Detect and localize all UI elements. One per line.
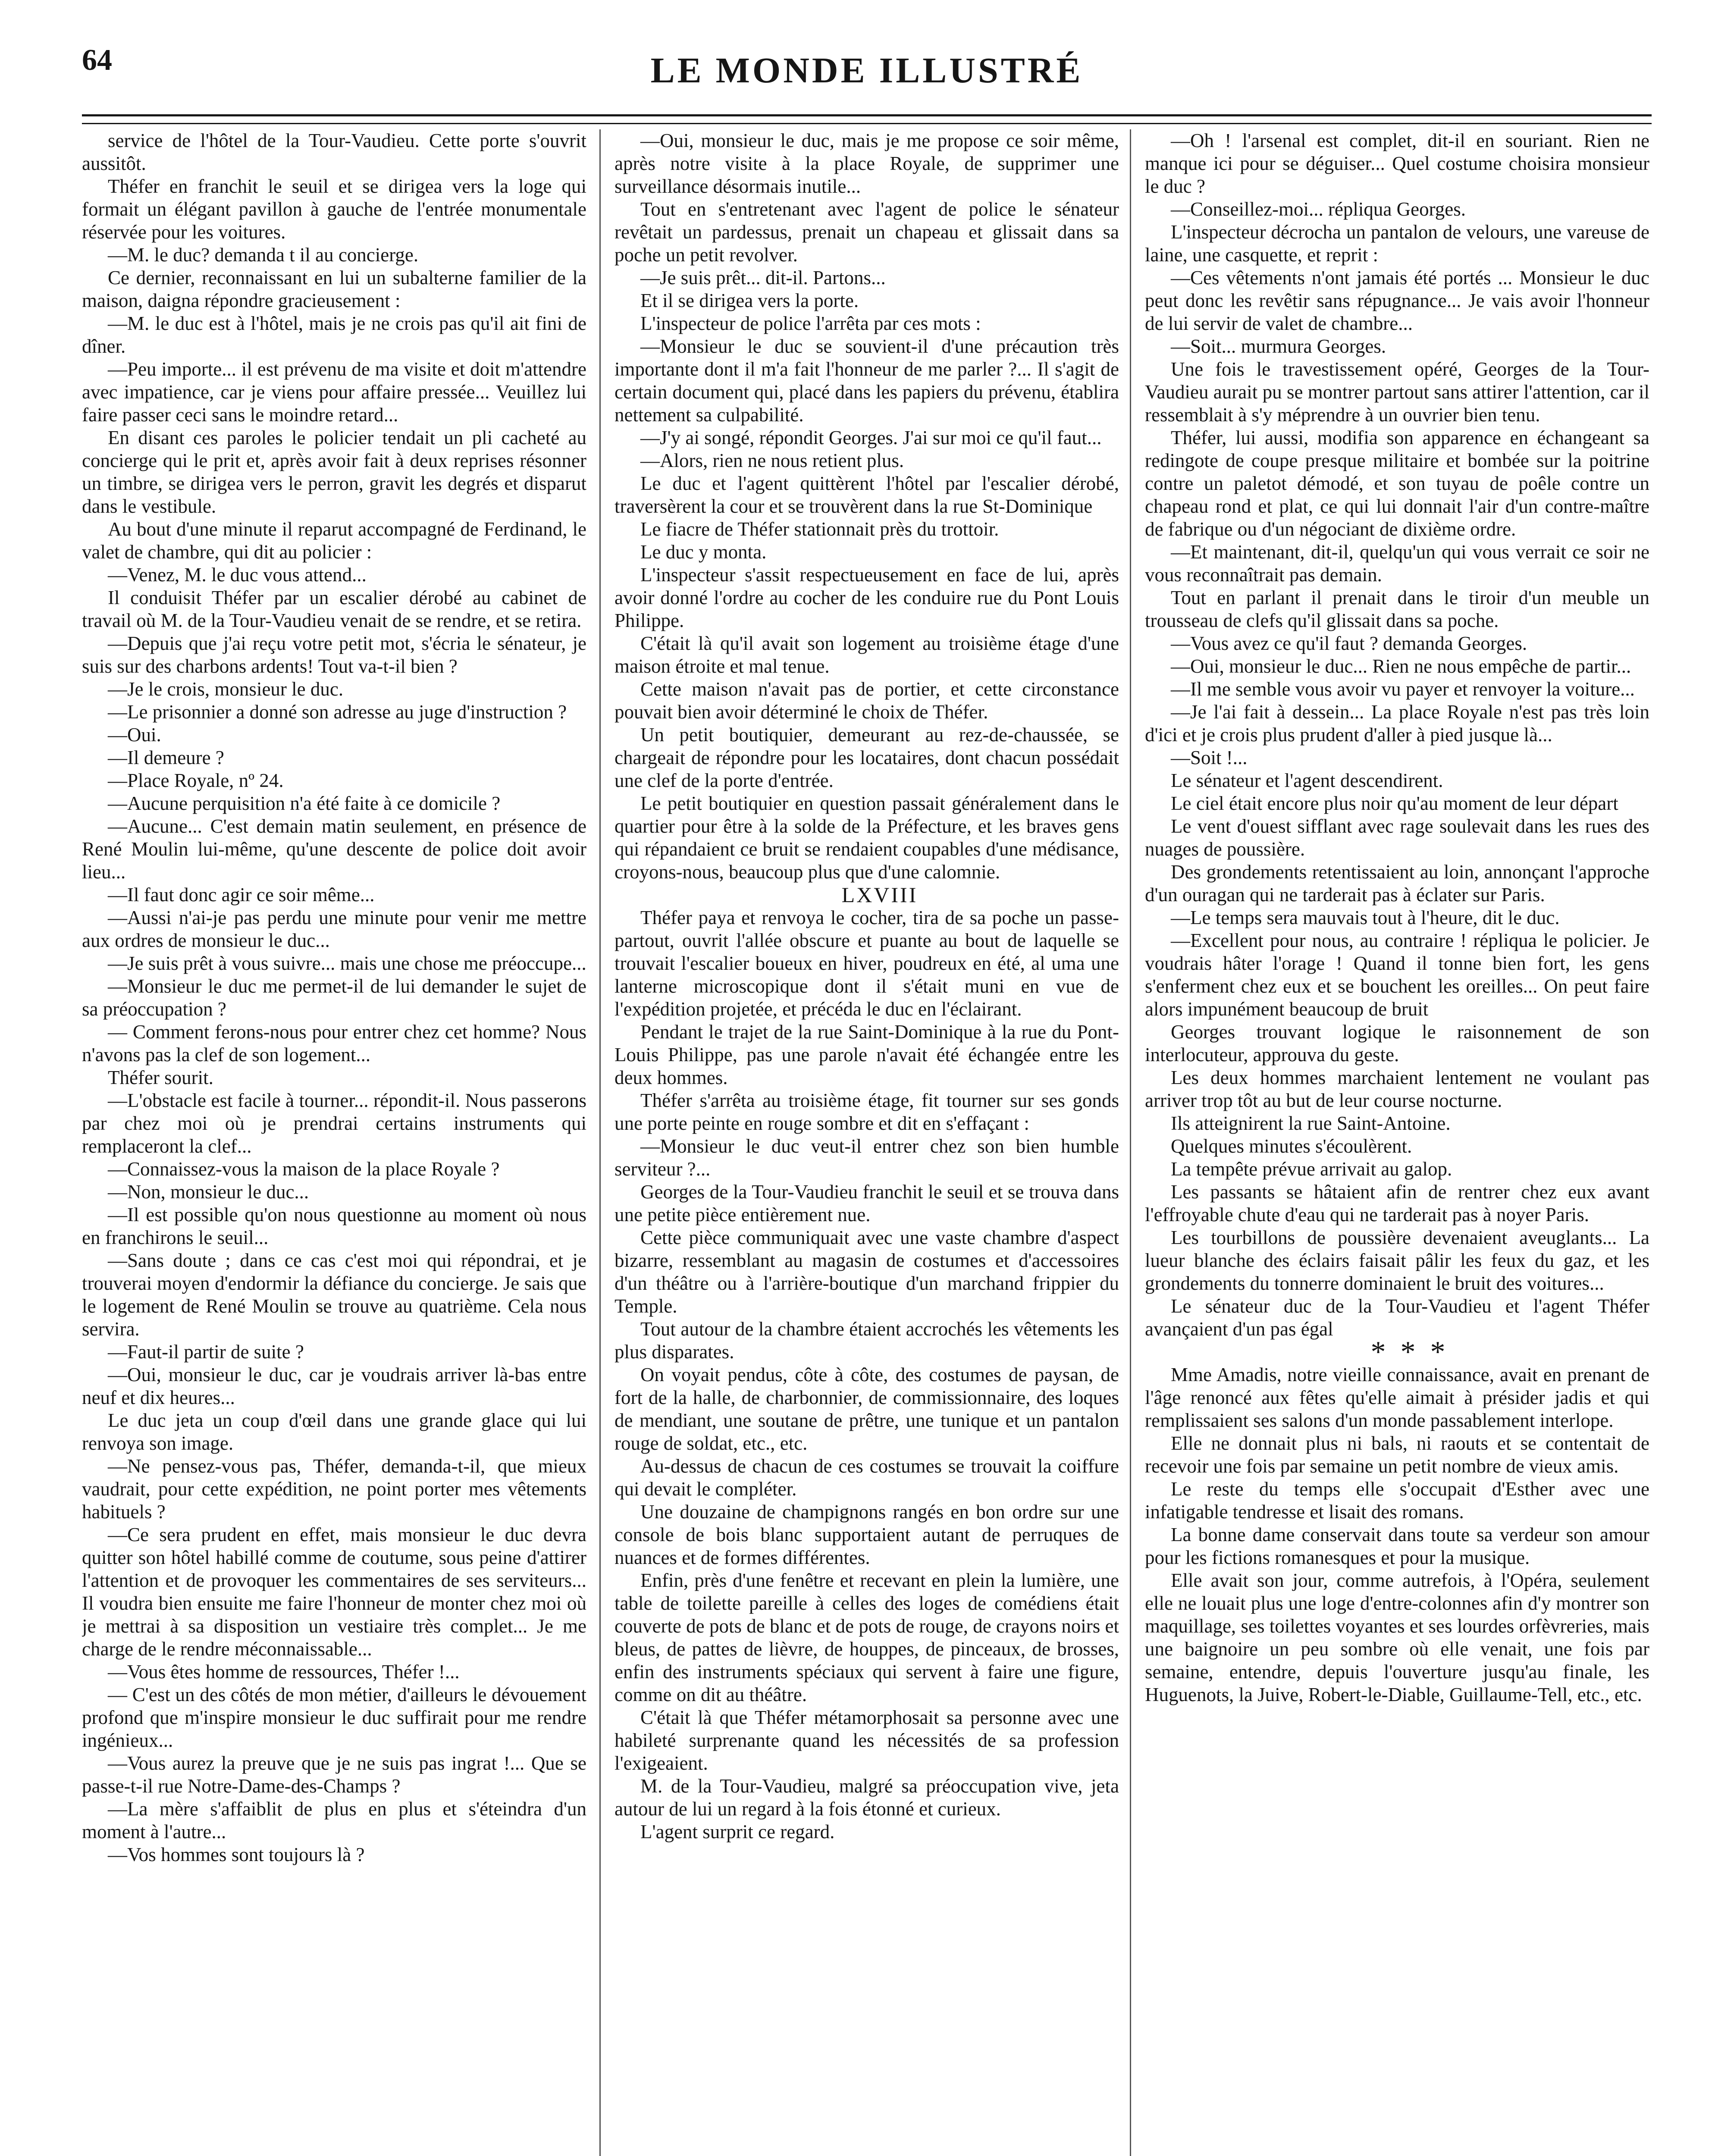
paragraph: La bonne dame conservait dans toute sa verdeur son amour pour les fictions romanesques et pour la musique. (1145, 1524, 1649, 1568)
paragraph: —Depuis que j'ai reçu votre petit mot, s'écria le sénateur, je suis sur des charbons ardents! Tout va-t-il bien ? (82, 633, 586, 677)
paragraph: Au bout d'une minute il reparut accompagné de Ferdinand, le valet de chambre, qui dit au policier : (82, 518, 586, 563)
paragraph: Une fois le travestissement opéré, Georges de la Tour-Vaudieu aurait pu se montrer partout sans attirer l'attention, car il ressemblait à s'y méprendre à un ouvrier bien tenu. (1145, 358, 1649, 426)
paragraph: L'inspecteur s'assit respectueusement en face de lui, après avoir donné l'ordre au cocher de les conduire rue du Pont Louis Philippe. (615, 564, 1119, 631)
paragraph: —L'obstacle est facile à tourner... répondit-il. Nous passerons par chez moi où je prendrai certains instruments qui remplaceront la clef... (82, 1090, 586, 1157)
paragraph: —Faut-il partir de suite ? (108, 1341, 304, 1363)
paragraph: —Non, monsieur le duc... (108, 1181, 309, 1203)
paragraph: Théfer en franchit le seuil et se dirigea vers la loge qui formait un élégant pavillon à gauche de l'entrée monumentale réservée pour les voitures. (82, 175, 586, 243)
paragraph: —Connaissez-vous la maison de la place Royale ? (108, 1158, 500, 1180)
paragraph: C'était là qu'il avait son logement au troisième étage d'une maison étroite et mal tenue. (615, 633, 1119, 677)
text-column-3 (1145, 129, 1649, 2156)
paragraph: Quelques minutes s'écoulèrent. (1171, 1135, 1412, 1157)
paragraph: Les deux hommes marchaient lentement ne voulant pas arriver trop tôt au but de leur course nocturne. (1145, 1067, 1649, 1111)
paragraph: —Soit !... (1171, 747, 1248, 768)
column-divider (1130, 129, 1131, 2156)
paragraph: Elle avait son jour, comme autrefois, à l'Opéra, seulement elle ne louait plus une loge d'entre-colonnes afin d'y montrer son maquillage, ses toilettes voyantes et ses lourdes orfèvreries, mais une baignoire un peu sombre où elle venait, une fois par semaine, entendre, depuis l'ouverture jusqu'au finale, les Huguenots, la Juive, Robert-le-Diable, Guillaume-Tell, etc., etc. (1145, 1570, 1649, 1705)
paragraph: M. de la Tour-Vaudieu, malgré sa préoccupation vive, jeta autour de lui un regard à la fois étonné et curieux. (615, 1775, 1119, 1820)
paragraph: Le duc y monta. (640, 541, 767, 563)
paragraph: Enfin, près d'une fenêtre et recevant en plein la lumière, une table de toilette pareille à celles des loges de comédiens était couverte de pots de blanc et de pots de rouge, de crayons noirs et bleus, de pattes de lièvre, de houppes, de pinceaux, de brosses, enfin des instruments spéciaux qui servent à faire une figure, comme on dit au théâtre. (615, 1570, 1119, 1705)
paragraph: service de l'hôtel de la Tour-Vaudieu. Cette porte s'ouvrit aussitôt. (82, 130, 586, 174)
paragraph: —Vos hommes sont toujours là ? (108, 1844, 365, 1865)
paragraph: Cette pièce communiquait avec une vaste chambre d'aspect bizarre, ressemblant au magasin de costumes et d'accessoires d'un théâtre ou à l'arrière-boutique d'un marchand frippier du Temple. (615, 1227, 1119, 1317)
paragraph: —Le temps sera mauvais tout à l'heure, dit le duc. (1171, 907, 1560, 928)
paragraph: —Je suis prêt... dit-il. Partons... (640, 267, 886, 288)
paragraph: Georges trouvant logique le raisonnement de son interlocuteur, approuva du geste. (1145, 1021, 1649, 1065)
header-rule-thin (82, 123, 1652, 124)
paragraph: Elle ne donnait plus ni bals, ni raouts et se contentait de recevoir une fois par semaine un petit nombre de vieux amis. (1145, 1432, 1649, 1477)
paragraph: —Ces vêtements n'ont jamais été portés ... Monsieur le duc peut donc les revêtir sans répugnance... Je vais avoir l'honneur de lui servir de valet de chambre... (1145, 267, 1649, 334)
paragraph: Tout en s'entretenant avec l'agent de police le sénateur revêtait un pardessus, prenait un chapeau et glissait dans sa poche un petit revolver. (615, 198, 1119, 266)
paragraph: —Aucune perquisition n'a été faite à ce domicile ? (108, 793, 501, 814)
paragraph: Mme Amadis, notre vieille connaissance, avait en prenant de l'âge renoncé aux fêtes qu'elle aimait à présider jadis et qui remplissaient ses salons d'un monde passablement interlope. (1145, 1364, 1649, 1431)
paragraph: Des grondements retentissaient au loin, annonçant l'approche d'un ouragan qui ne tarderait pas à éclater sur Paris. (1145, 861, 1649, 906)
paragraph: —Il demeure ? (108, 747, 224, 768)
paragraph: Le reste du temps elle s'occupait d'Esther avec une infatigable tendresse et lisait des romans. (1145, 1478, 1649, 1523)
paragraph: Théfer paya et renvoya le cocher, tira de sa poche un passe-partout, ouvrit l'allée obscure et puante au bout de laquelle se trouvait l'escalier boueux en hiver, poudreux en été, al uma une lanterne microscopique dont il s'était muni en vue de l'expédition projetée, et précéda le duc en l'éclairant. (615, 907, 1119, 1020)
paragraph: — C'est un des côtés de mon métier, d'ailleurs le dévouement profond que m'inspire monsieur le duc suffirait pour me rendre ingénieux... (82, 1684, 586, 1751)
paragraph: C'était là que Théfer métamorphosait sa personne avec une habileté surprenante quand les nécessités de sa profession l'exigeaient. (615, 1707, 1119, 1774)
paragraph: —Conseillez-moi... répliqua Georges. (1171, 198, 1466, 220)
paragraph: Pendant le trajet de la rue Saint-Dominique à la rue du Pont-Louis Philippe, pas une parole n'avait été échangée entre les deux hommes. (615, 1021, 1119, 1088)
paragraph: Théfer, lui aussi, modifia son apparence en échangeant sa redingote de coupe presque militaire et bombée sur la poitrine contre un paletot démodé, et son tuyau de poêle contre un chapeau rond et plat, ce qui lui donnait l'air d'un contre-maître de fabrique ou d'un négociant de dixième ordre. (1145, 427, 1649, 540)
paragraph: L'inspecteur de police l'arrêta par ces mots : (640, 313, 981, 334)
section-separator: * * * (1370, 1335, 1450, 1369)
paragraph: —Ne pensez-vous pas, Théfer, demanda-t-il, que mieux vaudrait, pour cette expédition, ne point porter mes vêtements habituels ? (82, 1455, 586, 1523)
paragraph: Et il se dirigea vers la porte. (640, 290, 859, 311)
header-rule (82, 114, 1652, 116)
paragraph: L'inspecteur décrocha un pantalon de velours, une vareuse de laine, une casquette, et reprit : (1145, 221, 1649, 266)
paragraph: Les tourbillons de poussière devenaient aveuglants... La lueur blanche des éclairs faisait pâlir les feux du gaz, et les grondements du tonnerre dominaient le bruit des voitures... (1145, 1227, 1649, 1294)
paragraph: —J'y ai songé, répondit Georges. J'ai sur moi ce qu'il faut... (640, 427, 1102, 448)
paragraph: —Vous êtes homme de ressources, Théfer !... (108, 1661, 460, 1683)
paragraph: Le petit boutiquier en question passait généralement dans le quartier pour être à la solde de la Préfecture, et les braves gens qui répandaient ce bruit se rendaient coupables d'une médisance, croyons-nous, beaucoup plus que d'une calomnie. (615, 793, 1119, 883)
paragraph: —Monsieur le duc se souvient-il d'une précaution très importante dont il m'a fait l'honneur de me parler ?... Il s'agit de certain document qui, placé dans les papiers du prévenu, établira nettement sa culpabilité. (615, 335, 1119, 426)
paragraph: —M. le duc est à l'hôtel, mais je ne crois pas qu'il ait fini de dîner. (82, 313, 586, 357)
text-column-2 (615, 129, 1119, 2156)
paragraph: —Le prisonnier a donné son adresse au juge d'instruction ? (108, 701, 567, 723)
paragraph: —Alors, rien ne nous retient plus. (640, 450, 904, 471)
paragraph: —Aussi n'ai-je pas perdu une minute pour venir me mettre aux ordres de monsieur le duc... (82, 907, 586, 951)
paragraph: Un petit boutiquier, demeurant au rez-de-chaussée, se chargeait de répondre pour les locataires, dont chacun possédait une clef de la porte d'entrée. (615, 724, 1119, 791)
paragraph: Une douzaine de champignons rangés en bon ordre sur une console de bois blanc supportaient autant de perruques de nuances et de formes différentes. (615, 1501, 1119, 1568)
paragraph: —Oui. (108, 724, 161, 746)
paragraph: —Peu importe... il est prévenu de ma visite et doit m'attendre avec impatience, car je viens pour affaire pressée... Veuillez lui faire passer ceci sans le moindre retard... (82, 358, 586, 426)
paragraph: —Ce sera prudent en effet, mais monsieur le duc devra quitter son hôtel habillé comme de coutume, sous peine d'attirer l'attention et de provoquer les commentaires de ses serviteurs... Il voudra bien ensuite me faire l'honneur de monter chez moi où je mettrai à sa disposition un vestiaire très complet... Je me charge de le rendre méconnaissable... (82, 1524, 586, 1660)
paragraph: —Oui, monsieur le duc, car je voudrais arriver là-bas entre neuf et dix heures... (82, 1364, 586, 1408)
paragraph: Cette maison n'avait pas de portier, et cette circonstance pouvait bien avoir déterminé le choix de Théfer. (615, 678, 1119, 723)
paragraph: —Oui, monsieur le duc... Rien ne nous empêche de partir... (1171, 655, 1631, 677)
paragraph: —Il me semble vous avoir vu payer et renvoyer la voiture... (1171, 678, 1635, 700)
text-column-1 (82, 129, 586, 2156)
chapter-heading: LXVIII (841, 883, 918, 907)
paragraph: —Sans doute ; dans ce cas c'est moi qui répondrai, et je trouverai moyen d'endormir la défiance du concierge. Je sais que le logement de René Moulin se trouve au quatrième. Cela nous servira. (82, 1250, 586, 1340)
paragraph: —Oh ! l'arsenal est complet, dit-il en souriant. Rien ne manque ici pour se déguiser... Quel costume choisira monsieur le duc ? (1145, 130, 1649, 197)
paragraph: —Monsieur le duc me permet-il de lui demander le sujet de sa préoccupation ? (82, 975, 586, 1020)
paragraph: Les passants se hâtaient afin de rentrer chez eux avant l'effroyable chute d'eau qui ne tarderait pas à noyer Paris. (1145, 1181, 1649, 1225)
paragraph: —Et maintenant, dit-il, quelqu'un qui vous verrait ce soir ne vous reconnaîtrait pas demain. (1145, 541, 1649, 586)
paragraph: Le sénateur et l'agent descendirent. (1171, 770, 1443, 791)
paragraph: —Il est possible qu'on nous questionne au moment où nous en franchirons le seuil... (82, 1204, 586, 1248)
paragraph: —Soit... murmura Georges. (1171, 335, 1386, 357)
paragraph: Ils atteignirent la rue Saint-Antoine. (1171, 1112, 1451, 1134)
paragraph: Le fiacre de Théfer stationnait près du trottoir. (640, 518, 999, 540)
paragraph: —Vous aurez la preuve que je ne suis pas ingrat !... Que se passe-t-il rue Notre-Dame-des-Champs ? (82, 1752, 586, 1797)
paragraph: On voyait pendus, côte à côte, des costumes de paysan, de fort de la halle, de charbonnier, de commissionnaire, des loques de mendiant, une soutane de prêtre, une tunique et un pantalon rouge de soldat, etc., etc. (615, 1364, 1119, 1454)
page-header (82, 26, 1652, 112)
paragraph: —Il faut donc agir ce soir même... (108, 884, 375, 906)
paragraph: Tout en parlant il prenait dans le tiroir d'un meuble un trousseau de clefs qu'il glissait dans sa poche. (1145, 587, 1649, 631)
paragraph: —Excellent pour nous, au contraire ! répliqua le policier. Je voudrais hâter l'orage ! Quand il tonne bien fort, les gens s'enferment chez eux et se bouchent les oreilles... On peut faire alors impunément beaucoup de bruit (1145, 930, 1649, 1020)
paragraph: —M. le duc? demanda t il au concierge. (108, 244, 419, 266)
paragraph: —Vous avez ce qu'il faut ? demanda Georges. (1171, 633, 1527, 654)
paragraph: —La mère s'affaiblit de plus en plus et s'éteindra d'un moment à l'autre... (82, 1798, 586, 1843)
paragraph: —Aucune... C'est demain matin seulement, en présence de René Moulin lui-même, qu'une descente de police doit avoir lieu... (82, 815, 586, 883)
paragraph: Il conduisit Théfer par un escalier dérobé au cabinet de travail où M. de la Tour-Vaudieu venait de se rendre, et se retira. (82, 587, 586, 631)
paragraph: Le duc et l'agent quittèrent l'hôtel par l'escalier dérobé, traversèrent la cour et se trouvèrent dans la rue St-Dominique (615, 473, 1119, 517)
paragraph: En disant ces paroles le policier tendait un pli cacheté au concierge qui le prit et, après avoir fait à deux reprises résonner un timbre, se dirigea vers le perron, gravit les degrés et disparut dans le vestibule. (82, 427, 586, 517)
paragraph: Théfer sourit. (108, 1067, 213, 1088)
paragraph: Le ciel était encore plus noir qu'au moment de leur départ (1171, 793, 1618, 814)
page-number: 64 (82, 44, 112, 77)
paragraph: —Je le crois, monsieur le duc. (108, 678, 344, 700)
paragraph: — Comment ferons-nous pour entrer chez cet homme? Nous n'avons pas la clef de son logement... (82, 1021, 586, 1065)
paragraph: Le duc jeta un coup d'œil dans une grande glace qui lui renvoya son image. (82, 1410, 586, 1454)
paragraph: Au-dessus de chacun de ces costumes se trouvait la coiffure qui devait le compléter. (615, 1455, 1119, 1500)
masthead-title: LE MONDE ILLUSTRÉ (650, 50, 1083, 91)
paragraph: Tout autour de la chambre étaient accrochés les vêtements les plus disparates. (615, 1318, 1119, 1363)
paragraph: —Je suis prêt à vous suivre... mais une chose me préoccupe... (108, 953, 586, 974)
paragraph: Georges de la Tour-Vaudieu franchit le seuil et se trouva dans une petite pièce entièrement nue. (615, 1181, 1119, 1225)
paragraph: —Oui, monsieur le duc, mais je me propose ce soir même, après notre visite à la place Royale, de supprimer une surveillance désormais inutile... (615, 130, 1119, 197)
paragraph: L'agent surprit ce regard. (640, 1821, 835, 1843)
paragraph: —Monsieur le duc veut-il entrer chez son bien humble serviteur ?... (615, 1135, 1119, 1180)
paragraph: Le sénateur duc de la Tour-Vaudieu et l'agent Théfer avançaient d'un pas égal (1145, 1295, 1649, 1340)
paragraph: Ce dernier, reconnaissant en lui un subalterne familier de la maison, daigna répondre gracieusement : (82, 267, 586, 311)
paragraph: Théfer s'arrêta au troisième étage, fit tourner sur ses gonds une porte peinte en rouge sombre et dit en s'effaçant : (615, 1090, 1119, 1134)
column-divider (599, 129, 601, 2156)
paragraph: La tempête prévue arrivait au galop. (1171, 1158, 1452, 1180)
paragraph: —Place Royale, nº 24. (108, 770, 284, 791)
paragraph: —Je l'ai fait à dessein... La place Royale n'est pas très loin d'ici et je crois plus prudent d'aller à pied jusque là... (1145, 701, 1649, 746)
paragraph: Le vent d'ouest sifflant avec rage soulevait dans les rues des nuages de poussière. (1145, 815, 1649, 860)
paragraph: —Venez, M. le duc vous attend... (108, 564, 367, 586)
